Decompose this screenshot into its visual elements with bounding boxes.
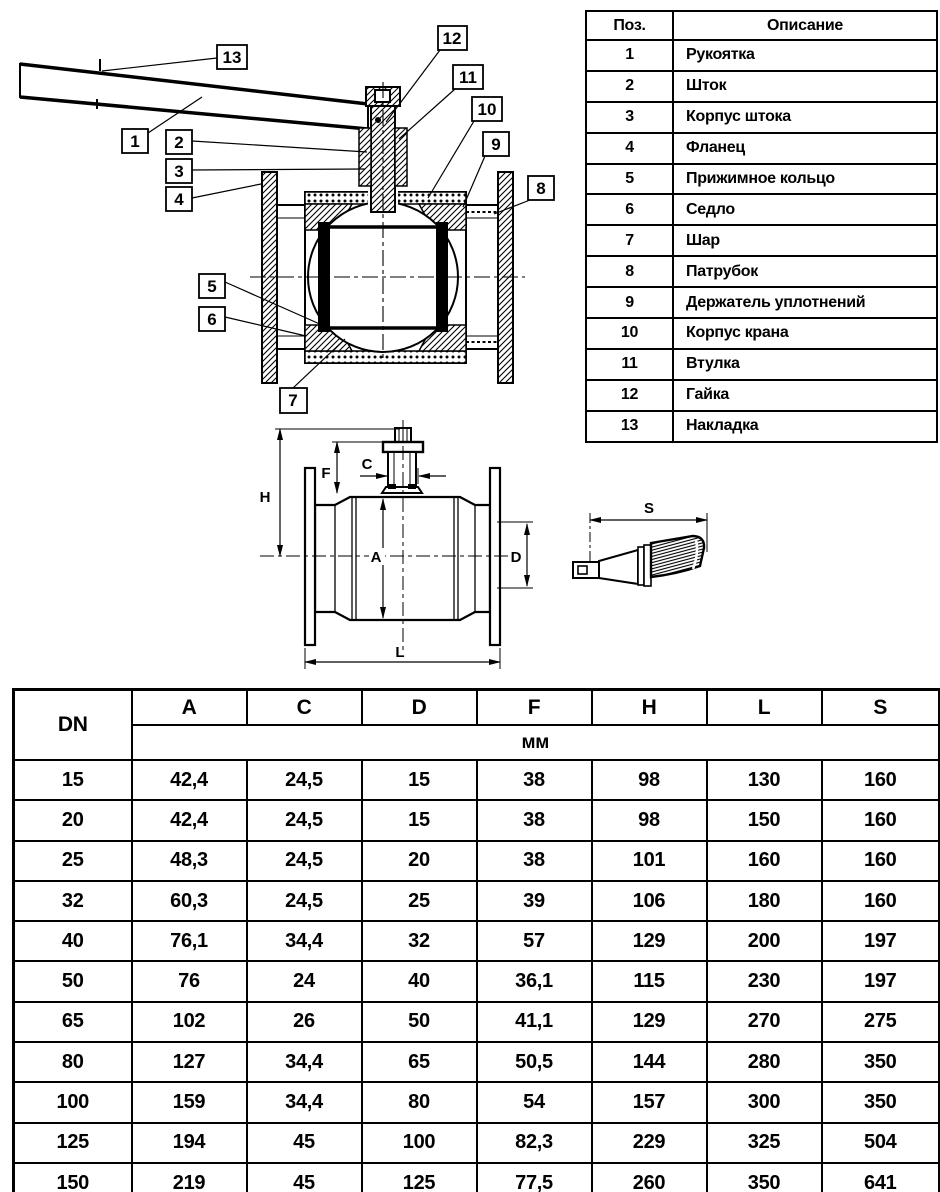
- part-position: 13: [586, 411, 673, 442]
- svg-text:4: 4: [174, 190, 184, 209]
- parts-table-row: [586, 318, 937, 349]
- dimension-value: 38: [477, 800, 592, 840]
- dimension-value: 34,4: [247, 1082, 362, 1122]
- dimension-value: 76: [132, 961, 247, 1001]
- col-header-a: A: [132, 690, 247, 726]
- svg-text:11: 11: [459, 68, 477, 87]
- part-position: 1: [586, 40, 673, 71]
- dimensions-table: [12, 688, 940, 1192]
- dimensions-table-row: [14, 921, 940, 961]
- part-description: Корпус штока: [673, 102, 937, 133]
- col-header-l: L: [707, 690, 822, 726]
- dimension-value: 15: [362, 800, 477, 840]
- dimension-value: 350: [707, 1163, 822, 1192]
- dimensions-table-row: [14, 1123, 940, 1163]
- dimension-value: 45: [247, 1123, 362, 1163]
- parts-table: [585, 10, 938, 443]
- dimension-value: 34,4: [247, 921, 362, 961]
- dimension-value: 300: [707, 1082, 822, 1122]
- dimensions-table-row: [14, 841, 940, 881]
- callout-13: [217, 45, 247, 69]
- dimension-value: 160: [822, 881, 940, 921]
- dimension-value: 200: [707, 921, 822, 961]
- dimension-value: 36,1: [477, 961, 592, 1001]
- dimension-value: 98: [592, 760, 707, 800]
- dimensions-table-row: [14, 760, 940, 800]
- dimension-value: 129: [592, 921, 707, 961]
- dimension-value: 102: [132, 1002, 247, 1042]
- dimension-value: 219: [132, 1163, 247, 1192]
- dimension-value: 160: [707, 841, 822, 881]
- callout-1: [122, 129, 148, 153]
- dimension-value: 194: [132, 1123, 247, 1163]
- valve-assembly-drawing: [0, 0, 580, 435]
- col-header-c: C: [247, 690, 362, 726]
- dimensions-table-row: [14, 1002, 940, 1042]
- part-position: 3: [586, 102, 673, 133]
- dimension-value: 65: [362, 1042, 477, 1082]
- dim-label-L: L: [395, 644, 405, 661]
- callout-2: [166, 130, 192, 154]
- svg-text:1: 1: [130, 132, 140, 151]
- dimension-value: 350: [822, 1042, 940, 1082]
- dimension-value: 15: [362, 760, 477, 800]
- dn-value: 80: [14, 1042, 132, 1082]
- dimension-value: 76,1: [132, 921, 247, 961]
- callout-12: [438, 26, 467, 50]
- part-description: Гайка: [673, 380, 937, 411]
- dimension-value: 106: [592, 881, 707, 921]
- svg-text:13: 13: [222, 48, 242, 67]
- dimension-value: 24,5: [247, 800, 362, 840]
- dimension-value: 60,3: [132, 881, 247, 921]
- callout-5: [199, 274, 225, 298]
- dimension-value: 82,3: [477, 1123, 592, 1163]
- parts-table-row: [586, 256, 937, 287]
- svg-text:5: 5: [207, 277, 217, 296]
- callout-9: [483, 132, 509, 156]
- dimensions-table-row: [14, 1082, 940, 1122]
- dimension-value: 45: [247, 1163, 362, 1192]
- dimension-value: 270: [707, 1002, 822, 1042]
- dimensions-table-row: [14, 1163, 940, 1192]
- dimension-value: 50,5: [477, 1042, 592, 1082]
- callout-4: [166, 187, 192, 211]
- dimension-value: 230: [707, 961, 822, 1001]
- dimension-value: 26: [247, 1002, 362, 1042]
- svg-text:10: 10: [477, 100, 497, 119]
- callout-3: [166, 159, 192, 183]
- callout-10: [472, 97, 502, 121]
- svg-text:6: 6: [207, 310, 217, 329]
- part-description: Патрубок: [673, 256, 937, 287]
- dimension-value: 101: [592, 841, 707, 881]
- dimension-value: 80: [362, 1082, 477, 1122]
- svg-text:12: 12: [442, 29, 462, 48]
- dn-value: 50: [14, 961, 132, 1001]
- dimension-value: 157: [592, 1082, 707, 1122]
- dn-value: 40: [14, 921, 132, 961]
- handle-lever: [20, 59, 368, 129]
- units-row: [14, 725, 940, 760]
- dimension-value: 641: [822, 1163, 940, 1192]
- dimension-value: 40: [362, 961, 477, 1001]
- units-label: мм: [132, 725, 940, 760]
- dimension-value: 325: [707, 1123, 822, 1163]
- callout-8: [528, 176, 554, 200]
- part-position: 4: [586, 133, 673, 164]
- part-description: Шток: [673, 71, 937, 102]
- dn-value: 100: [14, 1082, 132, 1122]
- dimension-value: 160: [822, 760, 940, 800]
- part-description: Держатель уплотнений: [673, 287, 937, 318]
- dimensions-header-row: [14, 690, 940, 726]
- dn-value: 150: [14, 1163, 132, 1192]
- parts-table-row: [586, 225, 937, 256]
- parts-table-row: [586, 380, 937, 411]
- dimension-value: 129: [592, 1002, 707, 1042]
- dim-label-C: C: [361, 456, 373, 473]
- dn-value: 125: [14, 1123, 132, 1163]
- svg-text:9: 9: [491, 135, 501, 154]
- part-description: Накладка: [673, 411, 937, 442]
- dimension-value: 150: [707, 800, 822, 840]
- dim-label-S: S: [643, 500, 655, 517]
- dimension-value: 24: [247, 961, 362, 1001]
- dimension-value: 159: [132, 1082, 247, 1122]
- parts-table-row: [586, 194, 937, 225]
- dimension-value: 125: [362, 1163, 477, 1192]
- dimensions-table-row: [14, 1042, 940, 1082]
- dimension-value: 229: [592, 1123, 707, 1163]
- parts-header-desc: Описание: [673, 11, 937, 40]
- parts-table-row: [586, 71, 937, 102]
- dimension-value: 24,5: [247, 760, 362, 800]
- dimension-value: 38: [477, 760, 592, 800]
- dimension-value: 160: [822, 800, 940, 840]
- part-description: Рукоятка: [673, 40, 937, 71]
- dimensions-table-row: [14, 961, 940, 1001]
- parts-table-row: [586, 40, 937, 71]
- dimension-value: 127: [132, 1042, 247, 1082]
- dimension-value: 100: [362, 1123, 477, 1163]
- dimension-value: 280: [707, 1042, 822, 1082]
- dimension-value: 20: [362, 841, 477, 881]
- dimension-value: 50: [362, 1002, 477, 1042]
- svg-text:2: 2: [174, 133, 184, 152]
- parts-table-row: [586, 102, 937, 133]
- parts-table-header: [586, 11, 937, 40]
- dimension-value: 260: [592, 1163, 707, 1192]
- part-position: 6: [586, 194, 673, 225]
- parts-table-row: [586, 133, 937, 164]
- dimension-value: 54: [477, 1082, 592, 1122]
- parts-table-body: [586, 40, 937, 442]
- part-description: Седло: [673, 194, 937, 225]
- dimension-value: 197: [822, 961, 940, 1001]
- svg-text:8: 8: [536, 179, 546, 198]
- dimension-value: 32: [362, 921, 477, 961]
- part-position: 10: [586, 318, 673, 349]
- dimensions-table-row: [14, 881, 940, 921]
- dim-label-A: A: [370, 549, 382, 566]
- part-position: 2: [586, 71, 673, 102]
- dn-value: 20: [14, 800, 132, 840]
- callout-11: [453, 65, 483, 89]
- callout-6: [199, 307, 225, 331]
- part-description: Прижимное кольцо: [673, 164, 937, 195]
- dimension-value: 350: [822, 1082, 940, 1122]
- col-header-d: D: [362, 690, 477, 726]
- svg-text:7: 7: [288, 391, 298, 410]
- dimensions-table-row: [14, 800, 940, 840]
- dim-label-H: H: [259, 489, 271, 506]
- valve-dimension-drawing: [225, 412, 725, 687]
- part-position: 5: [586, 164, 673, 195]
- part-position: 12: [586, 380, 673, 411]
- dimensions-table-body: [14, 760, 940, 1192]
- dn-value: 65: [14, 1002, 132, 1042]
- dimension-value: 38: [477, 841, 592, 881]
- part-position: 8: [586, 256, 673, 287]
- dimension-value: 42,4: [132, 800, 247, 840]
- dimension-value: 130: [707, 760, 822, 800]
- parts-table-row: [586, 349, 937, 380]
- part-position: 7: [586, 225, 673, 256]
- dimension-value: 144: [592, 1042, 707, 1082]
- dimension-value: 24,5: [247, 881, 362, 921]
- dimension-value: 39: [477, 881, 592, 921]
- dimension-value: 504: [822, 1123, 940, 1163]
- dn-value: 15: [14, 760, 132, 800]
- part-position: 11: [586, 349, 673, 380]
- part-description: Корпус крана: [673, 318, 937, 349]
- handle-side-view: [573, 536, 704, 586]
- dimension-value: 115: [592, 961, 707, 1001]
- parts-table-row: [586, 411, 937, 442]
- dimension-value: 275: [822, 1002, 940, 1042]
- dimension-value: 180: [707, 881, 822, 921]
- dimension-value: 160: [822, 841, 940, 881]
- parts-table-row: [586, 164, 937, 195]
- dimension-value: 34,4: [247, 1042, 362, 1082]
- dim-label-F: F: [321, 465, 331, 482]
- parts-table-row: [586, 287, 937, 318]
- dimension-value: 41,1: [477, 1002, 592, 1042]
- dimension-value: 197: [822, 921, 940, 961]
- dimension-value: 42,4: [132, 760, 247, 800]
- dimension-value: 48,3: [132, 841, 247, 881]
- part-position: 9: [586, 287, 673, 318]
- svg-text:3: 3: [174, 162, 184, 181]
- part-description: Фланец: [673, 133, 937, 164]
- dimension-value: 98: [592, 800, 707, 840]
- col-header-s: S: [822, 690, 940, 726]
- callout-7: [280, 388, 307, 413]
- dn-value: 32: [14, 881, 132, 921]
- dimension-value: 57: [477, 921, 592, 961]
- dimension-value: 25: [362, 881, 477, 921]
- dimension-value: 24,5: [247, 841, 362, 881]
- col-header-f: F: [477, 690, 592, 726]
- dn-value: 25: [14, 841, 132, 881]
- dimension-value: 77,5: [477, 1163, 592, 1192]
- part-description: Втулка: [673, 349, 937, 380]
- parts-header-pos: Поз.: [586, 11, 673, 40]
- dim-label-D: D: [510, 549, 522, 566]
- col-header-h: H: [592, 690, 707, 726]
- part-description: Шар: [673, 225, 937, 256]
- col-header-dn: DN: [14, 690, 132, 761]
